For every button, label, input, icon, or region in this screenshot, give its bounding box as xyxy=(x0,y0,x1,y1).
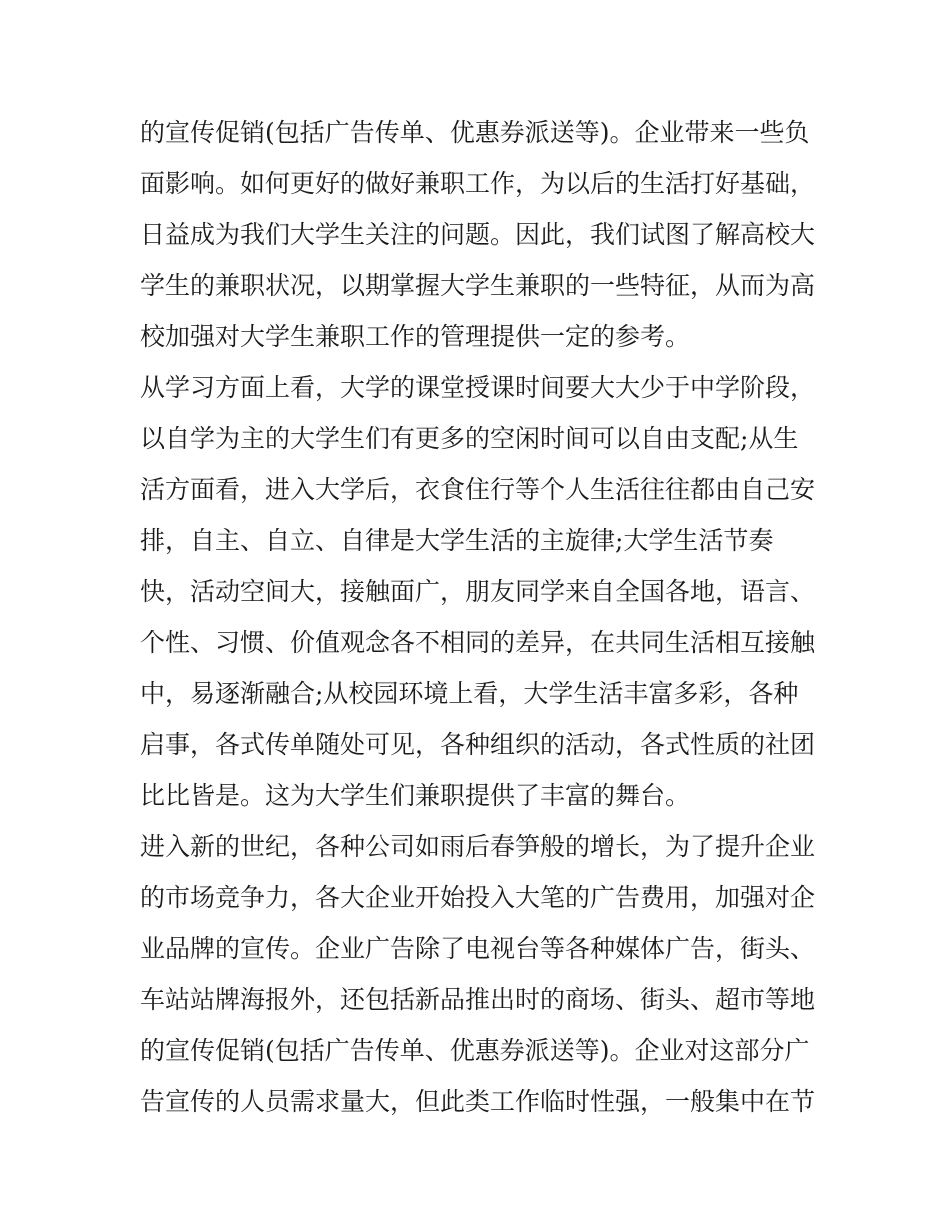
text-line: 活方面看，进入大学后，衣食住行等个人生活往往都由自己安 xyxy=(140,475,816,504)
text-line: 从学习方面上看，大学的课堂授课时间要大大少于中学阶段， xyxy=(140,373,816,402)
document-body xyxy=(140,107,816,1127)
text-line: 业品牌的宣传。企业广告除了电视台等各种媒体广告，街头、 xyxy=(140,934,816,963)
text-line: 日益成为我们大学生关注的问题。因此，我们试图了解高校大 xyxy=(140,220,816,249)
text-line: 面影响。如何更好的做好兼职工作，为以后的生活打好基础， xyxy=(140,169,816,198)
text-line: 中，易逐渐融合;从校园环境上看，大学生活丰富多彩，各种 xyxy=(140,679,799,708)
text-line: 车站站牌海报外，还包括新品推出时的商场、街头、超市等地 xyxy=(140,985,816,1014)
text-line: 的市场竞争力，各大企业开始投入大笔的广告费用，加强对企 xyxy=(140,883,816,912)
text-line: 启事，各式传单随处可见，各种组织的活动，各式性质的社团 xyxy=(140,730,816,759)
text-line: 进入新的世纪，各种公司如雨后春笋般的增长，为了提升企业 xyxy=(140,832,816,861)
text-line: 的宣传促销(包括广告传单、优惠券派送等)。企业对这部分广 xyxy=(140,1036,810,1065)
text-line: 告宣传的人员需求量大，但此类工作临时性强，一般集中在节 xyxy=(140,1087,816,1116)
text-line: 的宣传促销(包括广告传单、优惠券派送等)。企业带来一些负 xyxy=(140,118,810,147)
text-line: 快，活动空间大，接触面广，朋友同学来自全国各地，语言、 xyxy=(140,577,816,606)
text-line: 比比皆是。这为大学生们兼职提供了丰富的舞台。 xyxy=(140,781,691,810)
text-line: 排，自主、自立、自律是大学生活的主旋律;大学生活节奏 xyxy=(140,526,774,555)
text-line: 个性、习惯、价值观念各不相同的差异，在共同生活相互接触 xyxy=(140,628,816,657)
text-line: 校加强对大学生兼职工作的管理提供一定的参考。 xyxy=(140,322,691,351)
text-line: 学生的兼职状况，以期掌握大学生兼职的一些特征，从而为高 xyxy=(140,271,816,300)
text-line: 以自学为主的大学生们有更多的空闲时间可以自由支配;从生 xyxy=(140,424,799,453)
